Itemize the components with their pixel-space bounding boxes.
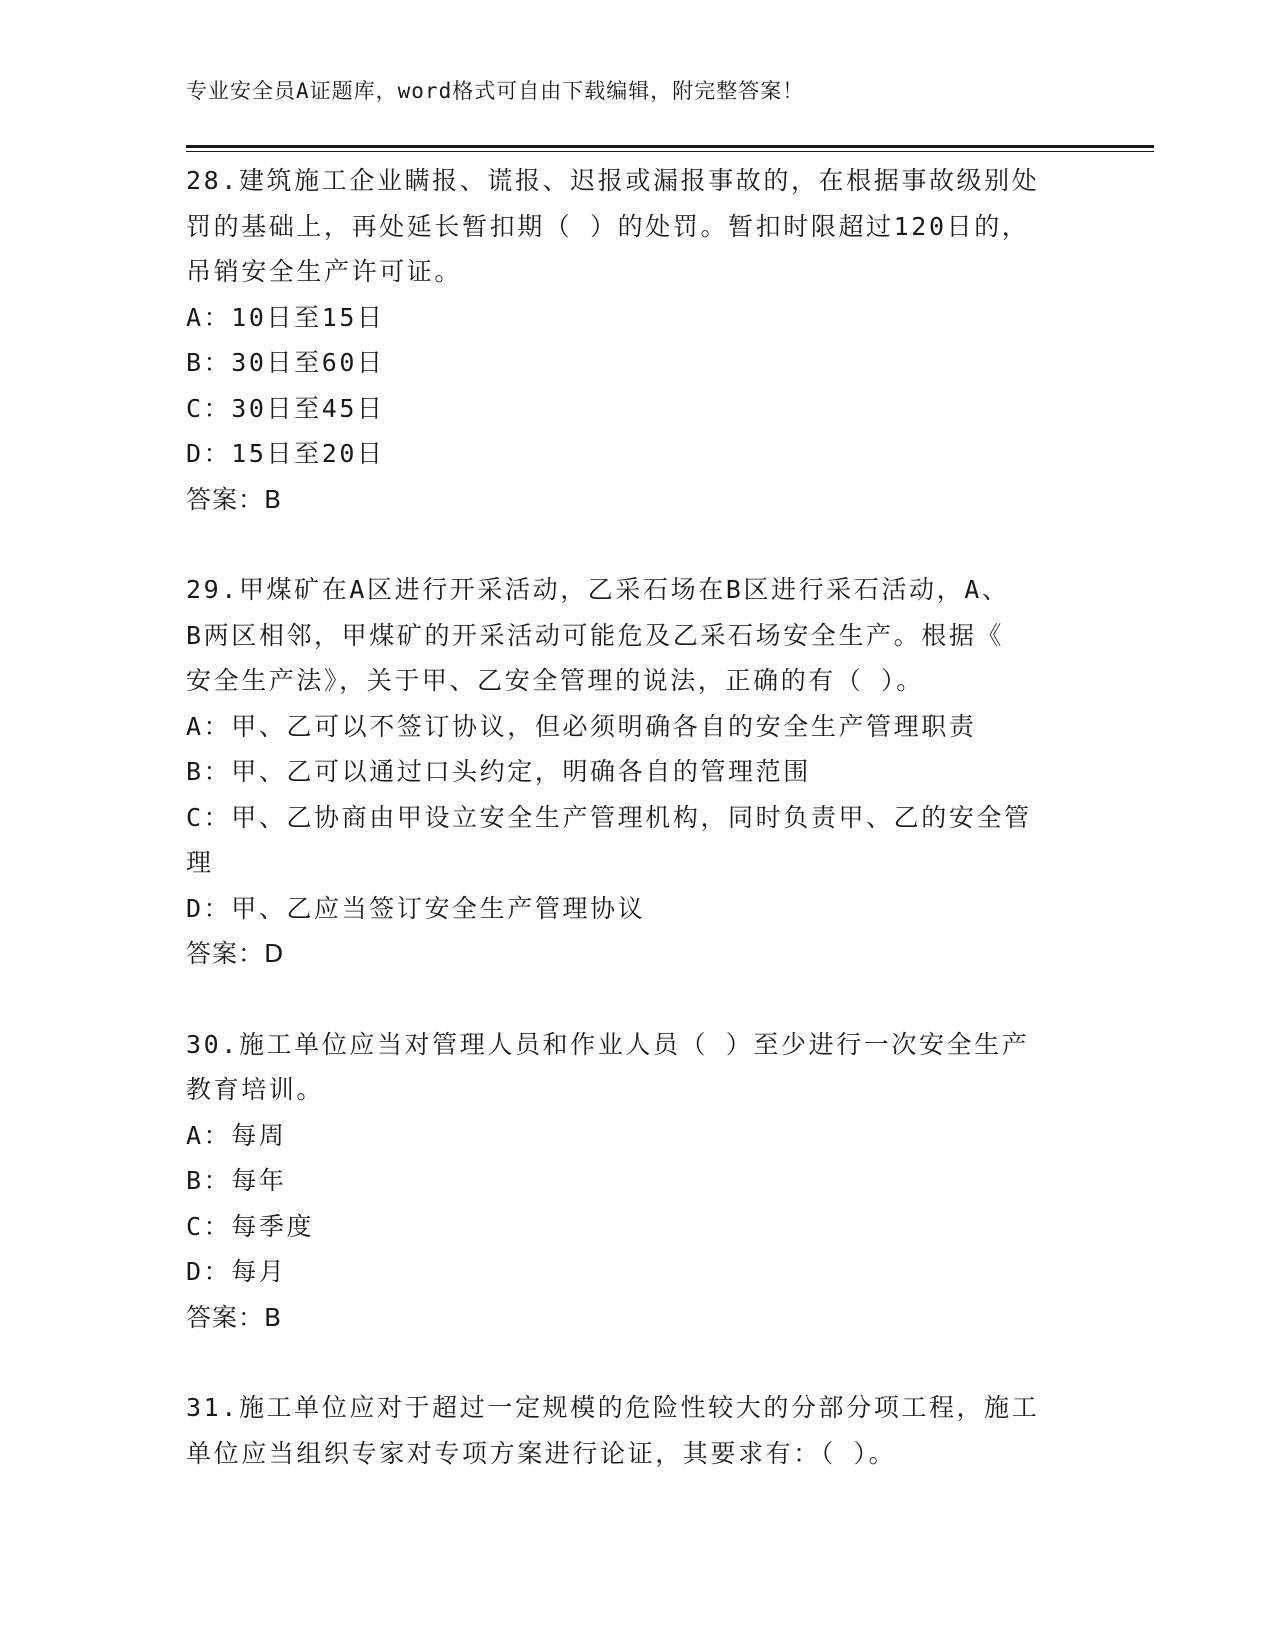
question-31	[186, 1385, 1086, 1476]
question-29	[186, 567, 1086, 977]
option-c: C：30日至45日	[186, 393, 385, 423]
option-a: A：甲、乙可以不签订协议，但必须明确各自的安全生产管理职责	[186, 711, 977, 741]
answer-label: 答案：D	[186, 939, 285, 968]
question-stem-line: 安全生产法》，关于甲、乙安全管理的说法，正确的有（ ）。	[186, 666, 924, 695]
answer-label: 答案：B	[186, 484, 283, 514]
option-d: D：15日至20日	[186, 439, 385, 468]
option-d: D：每月	[186, 1257, 287, 1286]
option-b: B：30日至60日	[186, 348, 385, 377]
answer-label: 答案：B	[186, 1302, 283, 1332]
question-stem-line: 31.施工单位应对于超过一定规模的危险性较大的分部分项工程，施工	[186, 1393, 1040, 1422]
question-stem-line: 罚的基础上，再处延长暂扣期（ ）的处罚。暂扣时限超过120日的，	[186, 211, 1030, 241]
page-header: 专业安全员A证题库，word格式可自由下载编辑，附完整答案！	[186, 79, 805, 103]
option-b: B：甲、乙可以通过口头约定，明确各自的管理范围	[186, 757, 811, 786]
question-stem-line: 28.建筑施工企业瞒报、谎报、迟报或漏报事故的，在根据事故级别处	[186, 166, 1040, 195]
question-30	[186, 1022, 1086, 1341]
question-stem-line: 29.甲煤矿在A区进行开采活动，乙采石场在B区进行采石活动，A、	[186, 575, 1010, 604]
question-stem-line: 吊销安全生产许可证。	[186, 257, 463, 286]
header-rule-thin	[186, 151, 1154, 152]
header-rule-thick	[186, 145, 1154, 148]
question-list	[186, 158, 1086, 1521]
question-28	[186, 158, 1086, 522]
option-c: C：甲、乙协商由甲设立安全生产管理机构，同时负责甲、乙的安全管	[186, 802, 1032, 832]
question-stem-line: 教育培训。	[186, 1075, 325, 1104]
option-d: D：甲、乙应当签订安全生产管理协议	[186, 893, 646, 923]
question-stem-line: 30.施工单位应当对管理人员和作业人员（ ）至少进行一次安全生产	[186, 1029, 1030, 1059]
option-a: A：10日至15日	[186, 302, 385, 332]
question-stem-line: 单位应当组织专家对专项方案进行论证，其要求有：（ ）。	[186, 1438, 897, 1468]
option-b: B：每年	[186, 1166, 287, 1195]
option-a: A：每周	[186, 1120, 287, 1150]
option-c: C：每季度	[186, 1211, 315, 1241]
option-c-continued: 理	[186, 848, 214, 877]
question-stem-line: B两区相邻，甲煤矿的开采活动可能危及乙采石场安全生产。根据《	[186, 620, 1005, 650]
